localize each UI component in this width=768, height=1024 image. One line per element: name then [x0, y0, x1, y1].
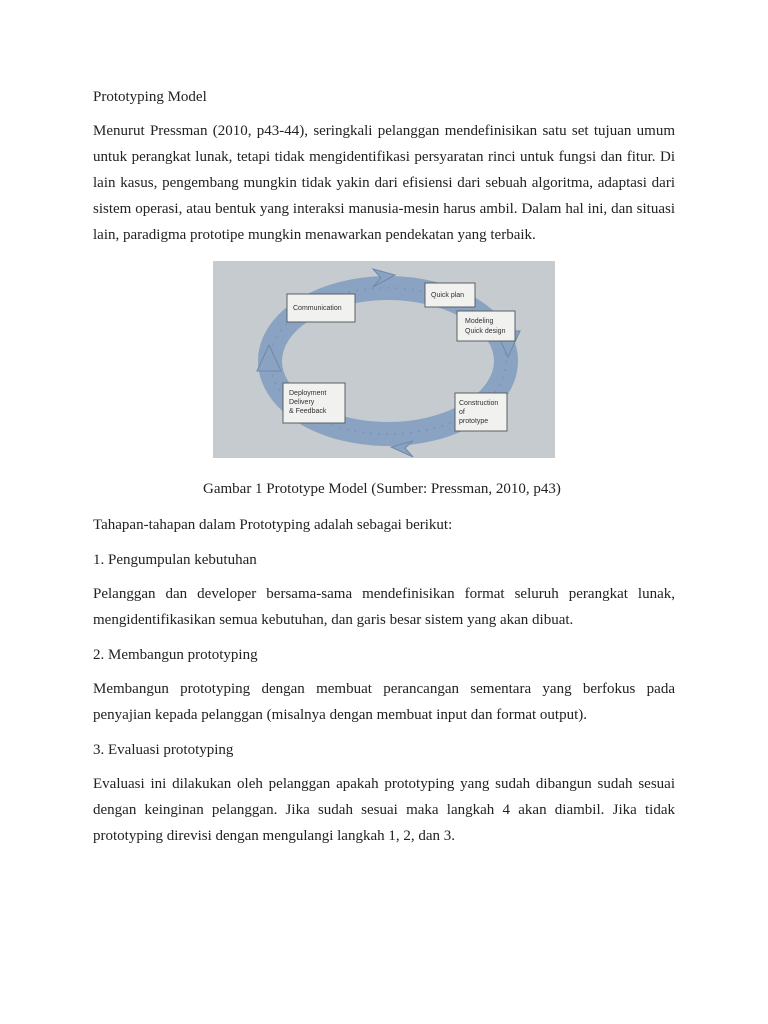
step1-heading: 1. Pengumpulan kebutuhan — [93, 552, 257, 568]
page-title: Prototyping Model — [93, 89, 207, 105]
construction-label-line1: Construction — [459, 400, 499, 407]
step3-heading: 3. Evaluasi prototyping — [93, 742, 234, 758]
deployment-label-line3: & Feedback — [289, 408, 327, 415]
step1-text: Pelanggan dan developer bersama-sama mendefinisikan format seluruh perangkat lunak, mengidentifikasikan semua kebutuhan, dan garis besar sistem yang akan dibuat. — [93, 586, 675, 628]
step2-heading: 2. Membangun prototyping — [93, 647, 258, 663]
construction-label-line3: prototype — [459, 418, 489, 425]
modeling-label-line1: Modeling — [465, 318, 494, 325]
step3-text: Evaluasi ini dilakukan oleh pelanggan apakah prototyping yang sudah dibangun sudah sesuai dengan keinginan pelanggan. Jika sudah sesuai maka langkah 4 akan diambil. Jika tidak prototyping direvisi dengan mengulangi langkah 1, 2, dan 3. — [93, 776, 675, 844]
construction-label-line2: of — [459, 409, 465, 416]
construction-box — [455, 393, 507, 431]
communication-label: Communication — [293, 305, 342, 312]
quick-plan-label: Quick plan — [431, 292, 465, 299]
step2-text: Membangun prototyping dengan membuat perancangan sementara yang berfokus pada penyajian kepada pelanggan (misalnya dengan membuat input dan format output). — [93, 681, 675, 723]
prototype-model-figure — [213, 261, 555, 458]
prototype-cycle-diagram — [213, 261, 555, 458]
quick-plan-box — [425, 283, 475, 307]
deployment-label-line2: Delivery — [289, 399, 315, 406]
figure-caption: Gambar 1 Prototype Model (Sumber: Pressman, 2010, p43) — [203, 481, 561, 497]
deployment-label-line1: Deployment — [289, 390, 327, 397]
steps-intro: Tahapan-tahapan dalam Prototyping adalah sebagai berikut: — [93, 517, 453, 533]
modeling-label-line2: Quick design — [465, 328, 506, 335]
intro-paragraph: Menurut Pressman (2010, p43-44), seringkali pelanggan mendefinisikan satu set tujuan umum untuk perangkat lunak, tetapi tidak mengidentifikasi persyaratan rinci untuk fungsi dan fitur. Di lain kasus, pengembang mungkin tidak yakin dari efisiensi dari sebuah algoritma, adaptasi dari sistem operasi, atau bentuk yang interaksi manusia-mesin harus ambil. Dalam hal ini, dan situasi lain, paradigma prototipe mungkin menawarkan pendekatan yang terbaik. — [93, 123, 675, 243]
deployment-box — [283, 383, 345, 423]
modeling-box — [457, 311, 515, 341]
communication-box — [287, 294, 355, 322]
